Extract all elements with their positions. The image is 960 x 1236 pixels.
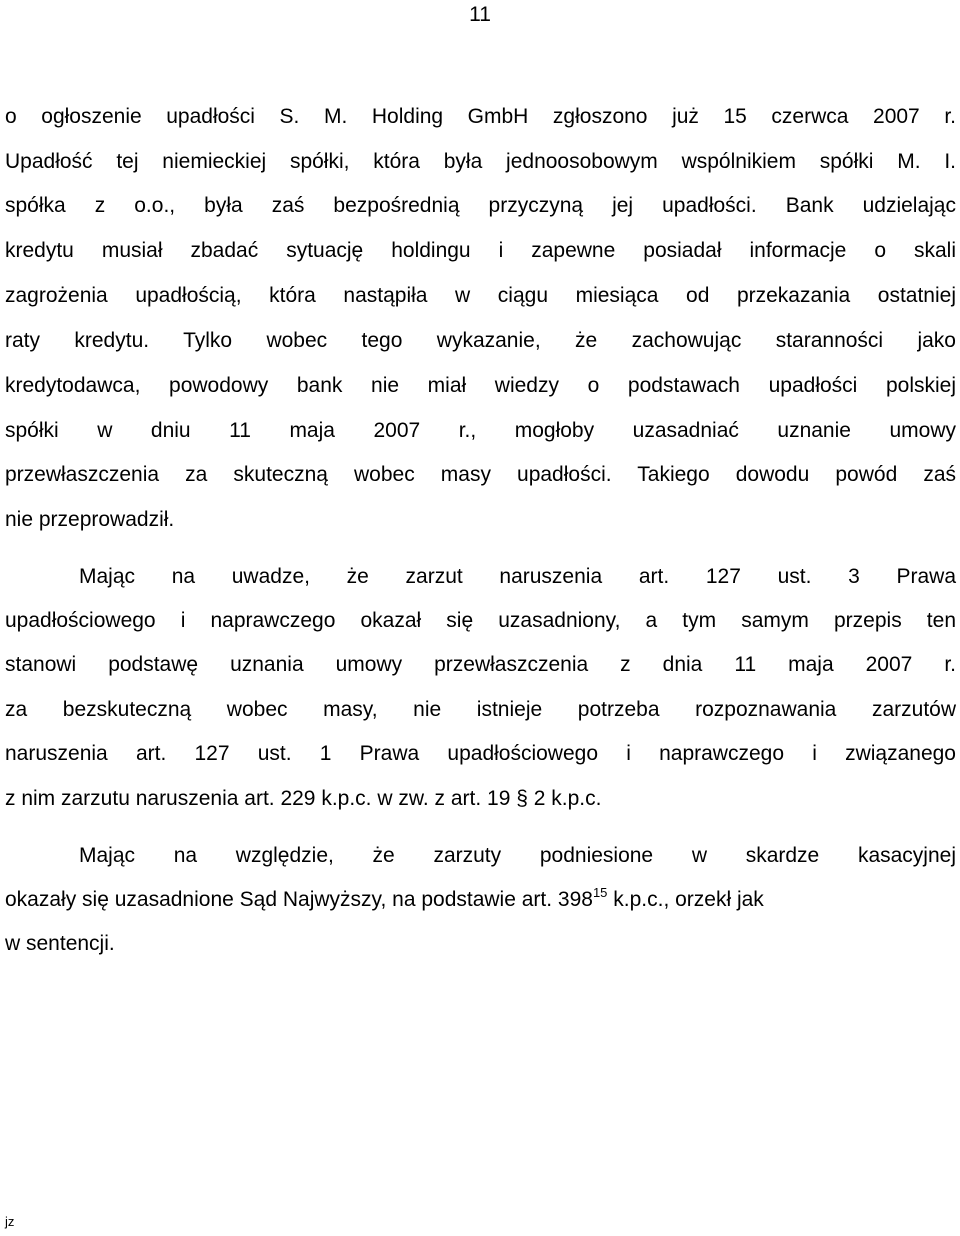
text-line: raty kredytu. Tylko wobec tego wykazanie, że zachowując staranności jako xyxy=(5,329,956,352)
text-line: o ogłoszenie upadłości S. M. Holding GmbH zgłoszono już 15 czerwca 2007 r. xyxy=(5,105,956,128)
text-line: zagrożenia upadłością, która nastąpiła w ciągu miesiąca od przekazania ostatniej xyxy=(5,284,956,307)
text-line: upadłościowego i naprawczego okazał się uzasadniony, a tym samym przepis ten xyxy=(5,609,956,632)
text-line: spółka z o.o., była zaś bezpośrednią przyczyną jej upadłości. Bank udzielając xyxy=(5,194,956,217)
superscript: 15 xyxy=(592,885,608,900)
text-line: stanowi podstawę uznania umowy przewłaszczenia z dnia 11 maja 2007 r. xyxy=(5,653,956,676)
page-number: 11 xyxy=(469,3,491,26)
text-line: w sentencji. xyxy=(5,932,115,955)
text-line-with-superscript xyxy=(5,886,956,914)
text-line: naruszenia art. 127 ust. 1 Prawa upadłościowego i naprawczego i związanego xyxy=(5,742,956,765)
text-line: spółki w dniu 11 maja 2007 r., mogłoby uzasadniać uznanie umowy xyxy=(5,419,956,442)
text-line: kredytodawca, powodowy bank nie miał wiedzy o podstawach upadłości polskiej xyxy=(5,374,956,397)
text-span: okazały się uzasadnione Sąd Najwyższy, na podstawie art. 398 xyxy=(5,888,593,911)
text-line: z nim zarzutu naruszenia art. 229 k.p.c. w zw. z art. 19 § 2 k.p.c. xyxy=(5,787,602,810)
text-line: kredytu musiał zbadać sytuację holdingu i zapewne posiadał informacje o skali xyxy=(5,239,956,262)
footer-initials: jz xyxy=(5,1214,15,1229)
text-line: za bezskuteczną wobec masy, nie istnieje potrzeba rozpoznawania zarzutów xyxy=(5,698,956,721)
text-line: przewłaszczenia za skuteczną wobec masy upadłości. Takiego dowodu powód zaś xyxy=(5,463,956,486)
text-span: k.p.c., orzekł jak xyxy=(607,888,764,911)
text-line: nie przeprowadził. xyxy=(5,508,175,531)
paragraph-start-line: Mając na uwadze, że zarzut naruszenia art. 127 ust. 3 Prawa xyxy=(79,565,956,588)
text-line: Upadłość tej niemieckiej spółki, która była jednoosobowym wspólnikiem spółki M. I. xyxy=(5,150,956,173)
paragraph-start-line: Mając na względzie, że zarzuty podniesione w skardze kasacyjnej xyxy=(79,844,956,867)
